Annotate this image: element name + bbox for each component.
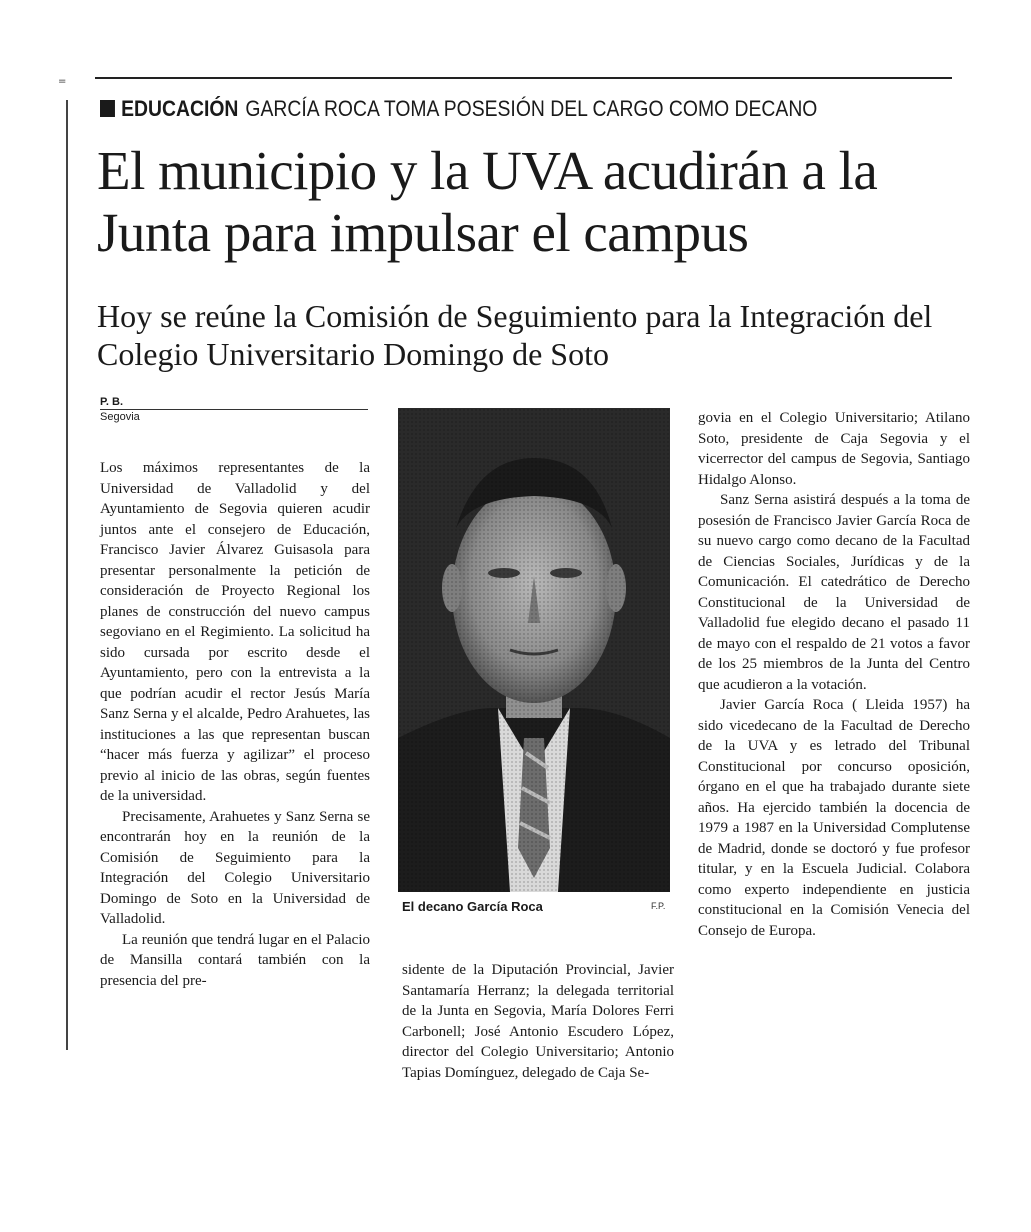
top-rule <box>95 77 952 79</box>
kicker-topic: GARCÍA ROCA TOMA POSESIÓN DEL CARGO COMO DECANO <box>245 96 818 121</box>
page-marker: = <box>58 76 67 87</box>
article-paragraph: La reunión que tendrá lugar en el Palacio de Mansilla contará también con la presencia del pre- <box>100 931 370 989</box>
section-label: EDUCACIÓN <box>121 96 239 121</box>
byline-location: Segovia <box>100 411 140 423</box>
portrait-photo <box>398 408 670 892</box>
portrait-photo-graphic <box>398 408 670 892</box>
article-paragraph: sidente de la Diputación Provincial, Javier Santamaría Herranz; la delegada territorial de la Junta en Segovia, María Dolores Ferri Carbonell; José Antonio Escudero López, director del Colegio Universitario; Antonio Tapias Domínguez, delegado de Caja Se- <box>402 962 674 1081</box>
article-paragraph: Sanz Serna asistirá después a la toma de posesión de Francisco Javier García Roca de su nuevo cargo como decano de la Facultad de Ciencias Sociales, Jurídicas y de la Comunicación. El catedrático de Derecho Constitucional de la Universidad de Valladolid fue elegido decano el pasado 11 de mayo con el respaldo de 21 votos a favor de los 25 miembros de la Junta del Centro que acudieron a la votación. <box>698 492 970 693</box>
photo-caption: El decano García Roca <box>402 899 543 914</box>
margin-rule <box>66 100 68 1050</box>
article-paragraph: Precisamente, Arahuetes y Sanz Serna se encontrarán hoy en la reunión de la Comisión de Seguimiento para la Integración del Colegio Universitario Domingo de Soto en la Universidad de Valladolid. <box>100 808 370 927</box>
article-column-3 <box>698 408 970 941</box>
photo-credit: F.P. <box>651 901 666 911</box>
article-paragraph: govia en el Colegio Universitario; Atilano Soto, presidente de Caja Segovia y el vicerrector del campus de Segovia, Santiago Hidalgo Alonso. <box>698 410 970 488</box>
article-column-1 <box>100 458 370 991</box>
article-paragraph: Los máximos representantes de la Universidad de Valladolid y del Ayuntamiento de Segovia quieren acudir juntos ante el consejero de Educación, Francisco Javier Álvarez Guisasola para presentar personalmente la petición de consideración de Proyecto Regional los planes de construcción del nuevo campus segoviano en el Regimiento. La solicitud ha sido cursada por escrito desde el Ayuntamiento, pero con la entrevista a la que podrían acudir el rector Jesús María Sanz Serna y el alcalde, Pedro Arahuetes, las instituciones a las que representan buscan “hacer más fuerza y agilizar” el proceso previo al inicio de las obras, según fuentes de la universidad. <box>100 460 370 804</box>
kicker <box>100 95 817 123</box>
article-column-2 <box>402 960 674 1083</box>
article-paragraph: Javier García Roca ( Lleida 1957) ha sido vicedecano de la Facultad de Derecho de la UVA y es letrado del Tribunal Constitucional por concurso oposición, órgano en el que ha trabajado durante siete años. Ha ejercido también la docencia de 1979 a 1987 en la Universidad Complutense de Madrid, donde se doctoró y fue profesor titular, y en la Escuela Judicial. Colabora como experto independiente en justicia constitucional en la Comisión Venecia del Consejo de Europa. <box>698 697 970 939</box>
byline-author: P. B. <box>100 396 124 408</box>
subheadline: Hoy se reúne la Comisión de Seguimiento para la Integración del Colegio Universitario Domingo de Soto <box>97 298 933 372</box>
square-bullet-icon <box>100 100 115 117</box>
headline: El municipio y la UVA acudirán a la Junta para impulsar el campus <box>97 140 878 263</box>
byline <box>100 396 368 424</box>
